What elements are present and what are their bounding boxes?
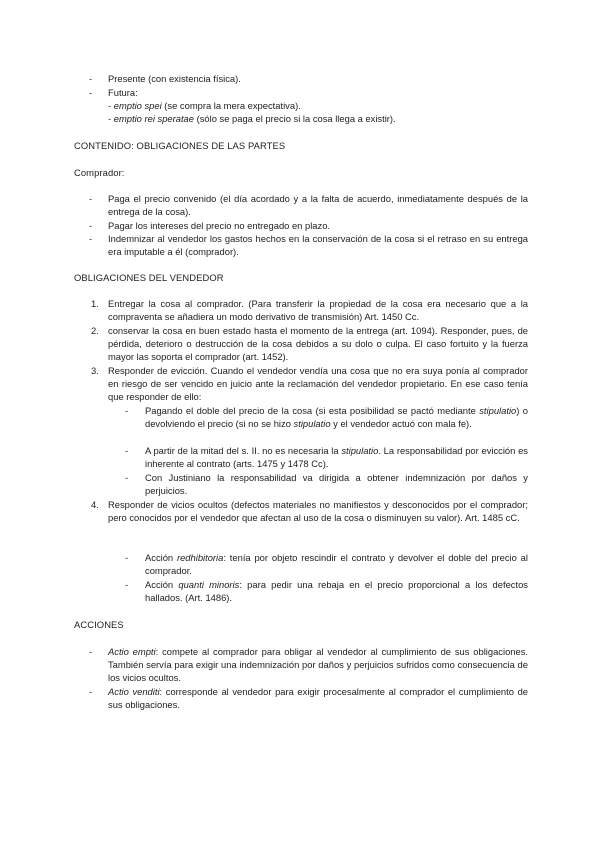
sub-bullet-dash: -: [125, 445, 129, 456]
intro-item-presente: Presente (con existencia física).: [108, 73, 241, 84]
subheading-comprador: Comprador:: [74, 167, 125, 178]
eviccion-sub-justiniano: Con Justiniano la responsabilidad va dirigida a obtener indemnización por daños y perjuicios.: [145, 472, 528, 497]
comprador-item: Pagar los intereses del precio no entregado en plazo.: [108, 220, 331, 231]
accion-actio-venditi: Actio venditi: corresponde al vendedor para exigir procesalmente al comprador el cumplimiento de sus obligaciones.: [108, 686, 528, 711]
section-heading-contenido: CONTENIDO: OBLIGACIONES DE LAS PARTES: [74, 140, 286, 151]
bullet-dash: -: [89, 193, 93, 204]
sub-bullet-dash: -: [125, 579, 129, 590]
section-heading-vendedor: OBLIGACIONES DEL VENDEDOR: [74, 272, 224, 283]
futura-sub-speratae: - emptio rei speratae (sólo se paga el precio si la cosa llega a existir).: [108, 113, 396, 124]
sub-bullet-dash: -: [125, 552, 129, 563]
comprador-item: Indemnizar al vendedor los gastos hechos en la conservación de la cosa si el retraso en su entrega era imputable a él (comprador).: [108, 233, 528, 258]
bullet-dash: -: [89, 233, 93, 244]
list-number: 2.: [91, 325, 99, 336]
bullet-dash: -: [89, 220, 93, 231]
accion-actio-empti: Actio empti: compete al comprador para obligar al vendedor al cumplimiento de sus obligaciones. También servía para exigir una indemnización por daños y perjuicios sufridos como consecuencia de los vicios ocultos.: [108, 646, 529, 684]
bullet-dash: -: [89, 686, 93, 697]
list-number: 4.: [91, 499, 99, 510]
section-heading-acciones: ACCIONES: [74, 619, 124, 630]
futura-sub-spei: - emptio spei (se compra la mera expectativa).: [108, 100, 301, 111]
list-number: 1.: [91, 298, 99, 309]
vicios-sub-quanti-minoris: Acción quanti minoris: para pedir una rebaja en el precio proporcional a los defectos hallados. (Art. 1486).: [145, 579, 528, 604]
bullet-dash: -: [89, 87, 93, 98]
comprador-item: Paga el precio convenido (el día acordado y a la falta de acuerdo, inmediatamente después de la entrega de la cosa).: [108, 193, 528, 218]
vendedor-item-vicios: Responder de vicios ocultos (defectos materiales no manifiestos y desconocidos por el comprador; pero conocidos por el vendedor que afectan al uso de la cosa o disminuyen su valor). Art. 1485 cC.: [108, 499, 528, 524]
vendedor-item-eviccion: Responder de evicción. Cuando el vendedor vendía una cosa que no era suya ponía al comprador en riesgo de ser vencido en juicio ante la reclamación del vendedor propietario. En ese caso tenía que responder de ello:: [108, 365, 528, 403]
eviccion-sub-mitad: A partir de la mitad del s. II. no es necesaria la stipulatio. La responsabilidad por evicción es inherente al contrato (arts. 1475 y 1478 Cc).: [145, 445, 528, 470]
list-number: 3.: [91, 365, 99, 376]
sub-bullet-dash: -: [125, 405, 129, 416]
bullet-dash: -: [89, 646, 93, 657]
bullet-dash: -: [89, 73, 93, 84]
vicios-sub-redhibitoria: Acción redhibitoria: tenía por objeto rescindir el contrato y devolver el doble del precio al comprador.: [145, 552, 528, 577]
sub-bullet-dash: -: [125, 472, 129, 483]
vendedor-item-entregar: Entregar la cosa al comprador. (Para transferir la propiedad de la cosa era necesario que a la compraventa se añadiera un modo derivativo de transmisión) Art. 1450 Cc.: [108, 298, 528, 323]
intro-item-futura: Futura:: [108, 87, 138, 98]
eviccion-sub-doble: Pagando el doble del precio de la cosa (si esta posibilidad se pactó mediante stipulatio) o devolviendo el precio (si no se hizo stipulatio y el vendedor actuó con mala fe).: [145, 405, 528, 430]
vendedor-item-conservar: conservar la cosa en buen estado hasta el momento de la entrega (art. 1094). Responder, pues, de pérdida, deterioro o destrucción de la cosa debidos a su dolo o culpa. El caso fortuito y la fuerza mayor las soporta el comprador (art. 1452).: [108, 325, 528, 363]
